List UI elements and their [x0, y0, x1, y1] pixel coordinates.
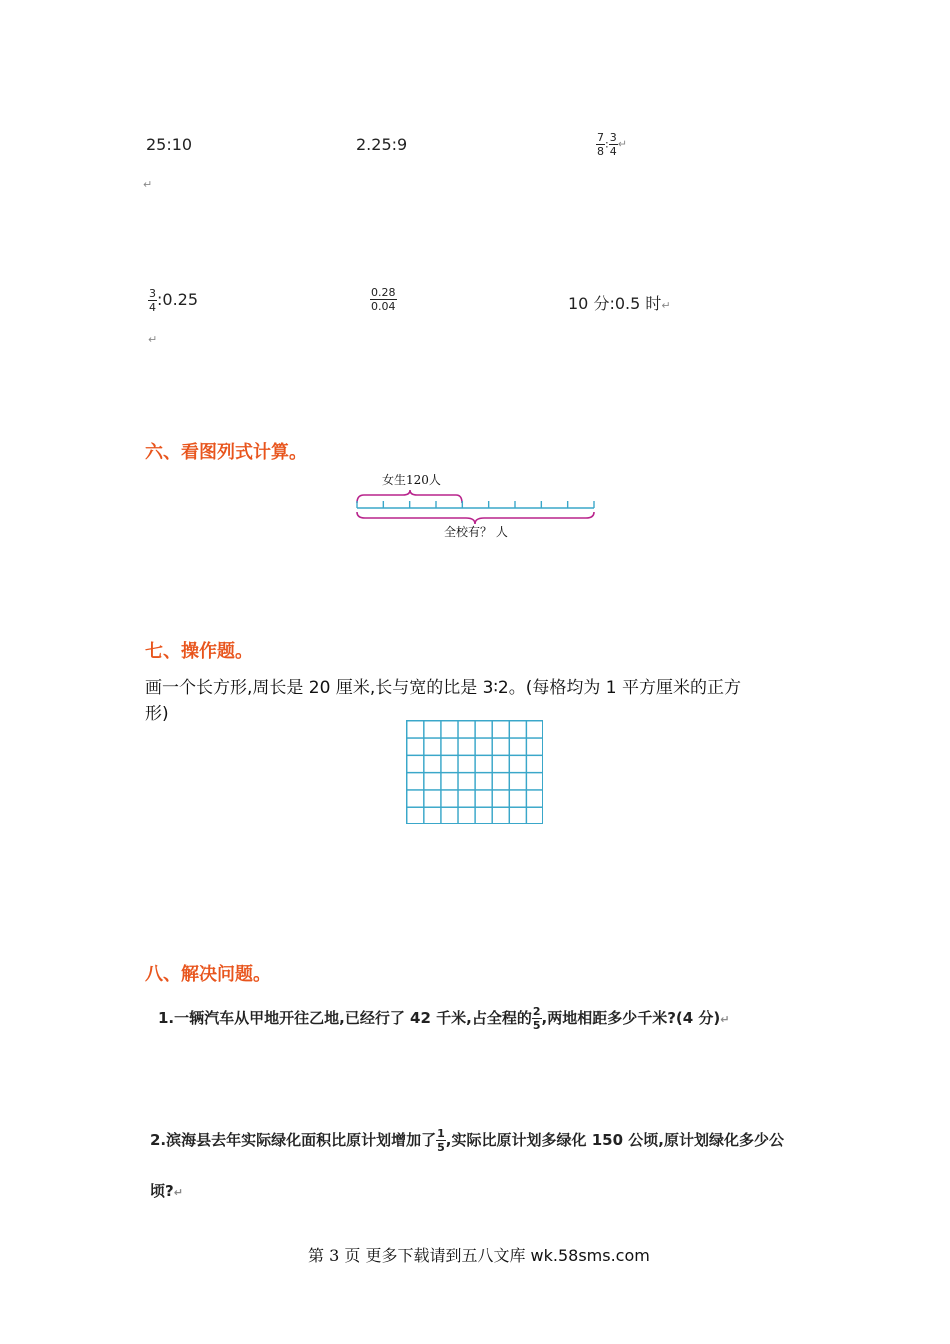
- question-2-line2: 顷?↵: [150, 1182, 183, 1200]
- task-text-line1: 画一个长方形,周长是 20 厘米,长与宽的比是 3∶2。(每格均为 1 平方厘米的正方: [145, 678, 741, 698]
- girls-label: 女生120人: [382, 473, 441, 487]
- ratio-0-28-0-04: [370, 287, 397, 312]
- fraction-0-28-0-04: $\frac{0.28}{0.04}$: [371, 286, 396, 313]
- question-1: 1.一辆汽车从甲地开往乙地,已经行了 42 千米,占全程的 $\frac{2}{5}$ ,两地相距多少千米?(4 分)↵: [158, 1005, 730, 1032]
- ratio-10min-0-5h: 10 分:0.5 时↵: [568, 294, 671, 313]
- paragraph-mark: ↵: [720, 1013, 730, 1026]
- fraction-2-5: $\frac{2}{5}$: [532, 1005, 541, 1032]
- ratio-fraction-7-8-3-4: $\frac{7}{8}$ : $\frac{3}{4}$ ↵: [597, 131, 627, 158]
- ratio-2-25-9: 2.25:9: [356, 135, 408, 154]
- paragraph-mark: ↵: [173, 1186, 183, 1199]
- footer-url[interactable]: wk.58sms.com: [530, 1246, 650, 1265]
- fraction-7-8: $\frac{7}{8}$: [597, 131, 604, 158]
- section-heading-6: 六、看图列式计算。: [145, 442, 307, 463]
- paragraph-mark: ↵: [148, 333, 158, 346]
- page-footer: 第 3 页 更多下载请到五八文库 wk.58sms.com: [308, 1246, 650, 1265]
- paragraph-mark: ↵: [617, 137, 627, 151]
- section-heading-8: 八、解决问题。: [145, 964, 271, 985]
- fraction-3-4: $\frac{3}{4}$: [149, 287, 156, 314]
- section-heading-7: 七、操作题。: [145, 641, 253, 662]
- total-label: 全校有？ 人: [444, 525, 508, 539]
- task-text-line2: 形): [145, 704, 169, 724]
- question-2-line1: 2.滨海县去年实际绿化面积比原计划增加了 $\frac{1}{5}$ ,实际比原计划多绿化 150 公顷,原计划绿化多少公: [150, 1127, 784, 1154]
- segment-ticks: [357, 501, 594, 508]
- segment-diagram: [350, 468, 602, 544]
- fraction-3-4: $\frac{3}{4}$: [609, 131, 617, 158]
- bottom-brace: [357, 512, 594, 524]
- paragraph-mark: ↵: [661, 299, 671, 312]
- square-grid[interactable]: [406, 720, 543, 824]
- ratio-25-10: 25:10: [146, 135, 193, 154]
- segment-diagram-svg: [350, 468, 602, 544]
- paragraph-mark: ↵: [143, 178, 153, 191]
- ratio-3-4-0-25: $\frac{3}{4}$ :0.25: [149, 287, 199, 314]
- fraction-1-5: $\frac{1}{5}$: [437, 1127, 445, 1154]
